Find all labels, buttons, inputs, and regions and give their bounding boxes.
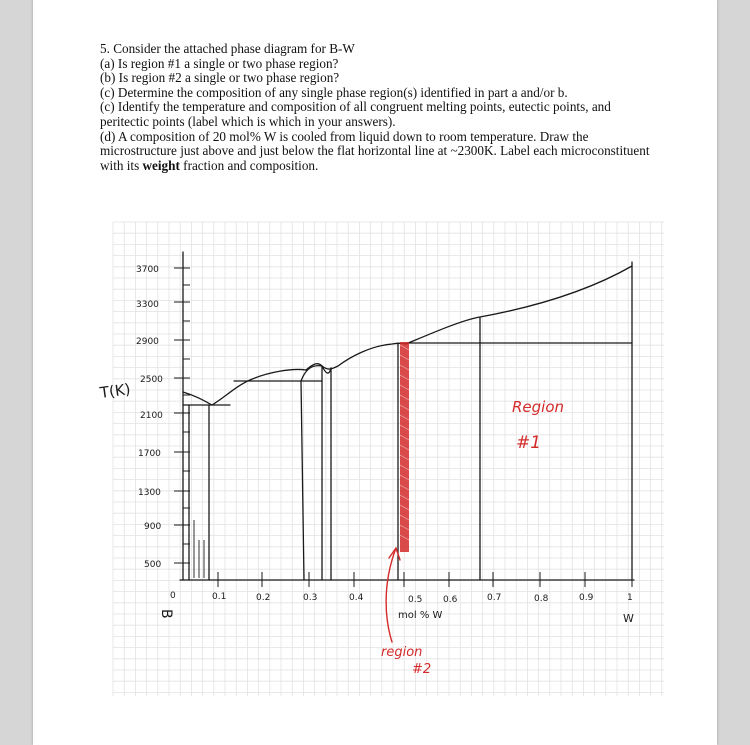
y-tick-label: 900 [144, 522, 162, 532]
y-tick-label: 2500 [140, 375, 163, 385]
x-tick-label: 1 [627, 593, 633, 603]
part-d-text-end: fraction and composition. [179, 157, 319, 173]
question-part-b: (b) Is region #2 a single or two phase region? [100, 70, 340, 86]
temperature-axis-label: T(K) [98, 379, 132, 403]
region-2-label: region [381, 645, 423, 660]
question-part-c2: (c) Identify the temperature and composition of all congruent melting points, eutectic points, and peritectic points (label which is which in your answers). [100, 99, 611, 129]
question-part-a: (a) Is region #1 a single or two phase region? [100, 55, 339, 71]
region-1-number: #1 [516, 433, 542, 453]
x-tick-label: 0.2 [256, 593, 271, 603]
element-w-label: W [623, 612, 634, 625]
y-tick-label: 1700 [138, 449, 161, 459]
x-tick-label: 0.8 [534, 594, 549, 604]
y-tick-label: 500 [144, 560, 162, 570]
element-b-label: B [158, 609, 174, 619]
x-tick-label: 0.6 [443, 595, 458, 605]
y-tick-label: 2100 [140, 411, 163, 421]
region-2-number: #2 [412, 662, 432, 677]
y-tick-label: 2900 [136, 337, 159, 347]
question-part-c1: (c) Determine the composition of any single phase region(s) identified in part a and/or b. [100, 84, 568, 100]
part-d-text: (d) A composition of 20 mol% W is cooled from liquid down to room temperature. Draw the microstructure just above and just below the flat horizontal line at ~2300K. Label each microconstituent with its [100, 128, 650, 173]
part-d-bold: weight [142, 157, 180, 173]
x-tick-label: 0.5 [408, 595, 423, 605]
x-tick-label: 0.9 [579, 593, 594, 603]
question-title: 5. Consider the attached phase diagram for B-W [100, 41, 355, 56]
y-tick-label: 1300 [138, 488, 161, 498]
x-tick-label: 0.7 [487, 593, 502, 603]
liquidus-left [183, 369, 306, 405]
x-tick-label: 0.1 [212, 592, 227, 602]
y-axis-ticks [174, 268, 190, 563]
composition-axis-label: mol % W [398, 610, 443, 621]
region-1-label: Region [512, 398, 565, 416]
y-tick-label: 3700 [136, 265, 159, 275]
x-tick-label: 0.3 [303, 593, 318, 603]
x-tick-label: 0.4 [349, 593, 364, 603]
x-tick-label: 0 [170, 591, 176, 601]
y-tick-label: 3300 [136, 300, 159, 310]
region-2-highlight [400, 342, 409, 552]
